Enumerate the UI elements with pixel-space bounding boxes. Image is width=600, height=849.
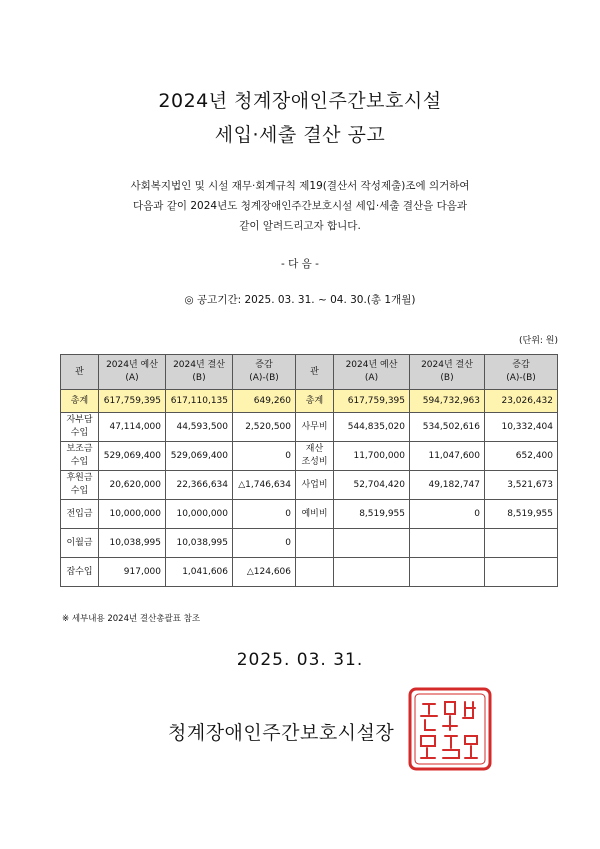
amount-cell: 52,704,420 [334, 471, 410, 500]
category-cell: 사무비 [296, 413, 334, 442]
amount-cell: 10,038,995 [99, 529, 166, 558]
header-gwan: 관 [61, 355, 99, 390]
amount-cell: 529,069,400 [99, 442, 166, 471]
amount-cell [410, 558, 485, 587]
header-diff: 증감 (A)-(B) [485, 355, 558, 390]
category-cell: 전입금 [61, 500, 99, 529]
amount-cell: 8,519,955 [334, 500, 410, 529]
amount-cell [334, 558, 410, 587]
category-cell: 이월금 [61, 529, 99, 558]
category-cell: 후원금 수입 [61, 471, 99, 500]
intro-line: 사회복지법인 및 시설 재무·회계규칙 제19(결산서 작성제출)조에 의거하여 [130, 180, 470, 192]
amount-cell [410, 529, 485, 558]
amount-cell [485, 529, 558, 558]
amount-cell: 652,400 [485, 442, 558, 471]
amount-cell: 10,332,404 [485, 413, 558, 442]
amount-cell: 617,759,395 [334, 390, 410, 413]
amount-cell: 44,593,500 [166, 413, 233, 442]
amount-cell: 534,502,616 [410, 413, 485, 442]
amount-cell: 649,260 [233, 390, 296, 413]
amount-cell: 617,759,395 [99, 390, 166, 413]
category-cell: 재산 조성비 [296, 442, 334, 471]
table-row [61, 500, 558, 529]
amount-cell: 49,182,747 [410, 471, 485, 500]
table-header-row [61, 355, 558, 390]
amount-cell: 11,047,600 [410, 442, 485, 471]
amount-cell: 8,519,955 [485, 500, 558, 529]
amount-cell: 544,835,020 [334, 413, 410, 442]
unit-label: (단위: 원) [519, 336, 558, 346]
table-row [61, 558, 558, 587]
category-cell: 잡수입 [61, 558, 99, 587]
announcement-date: 2025. 03. 31. [236, 650, 364, 670]
header-gwan: 관 [296, 355, 334, 390]
amount-cell: 47,114,000 [99, 413, 166, 442]
amount-cell: 20,620,000 [99, 471, 166, 500]
amount-cell: 0 [233, 529, 296, 558]
amount-cell: 0 [410, 500, 485, 529]
amount-cell: 529,069,400 [166, 442, 233, 471]
amount-cell: 0 [233, 500, 296, 529]
amount-cell: △124,606 [233, 558, 296, 587]
amount-cell: 1,041,606 [166, 558, 233, 587]
dagum-heading: - 다 음 - [281, 258, 319, 270]
amount-cell: 0 [233, 442, 296, 471]
amount-cell: 594,732,963 [410, 390, 485, 413]
table-row [61, 413, 558, 442]
amount-cell: 2,520,500 [233, 413, 296, 442]
category-cell: 총계 [296, 390, 334, 413]
category-cell: 총계 [61, 390, 99, 413]
category-cell [296, 529, 334, 558]
notice-period: ◎ 공고기간: 2025. 03. 31. ~ 04. 30.(총 1개월) [184, 294, 416, 306]
amount-cell: 10,000,000 [166, 500, 233, 529]
amount-cell: 3,521,673 [485, 471, 558, 500]
amount-cell: 917,000 [99, 558, 166, 587]
category-cell: 보조금 수입 [61, 442, 99, 471]
amount-cell: 23,026,432 [485, 390, 558, 413]
amount-cell [334, 529, 410, 558]
total-row [61, 390, 558, 413]
intro-line: 다음과 같이 2024년도 청계장애인주간보호시설 세입·세출 결산을 다음과 [132, 200, 468, 212]
category-cell: 사업비 [296, 471, 334, 500]
official-seal-icon [407, 686, 493, 772]
settlement-table [60, 354, 558, 587]
amount-cell: 11,700,000 [334, 442, 410, 471]
amount-cell: 22,366,634 [166, 471, 233, 500]
table-row [61, 471, 558, 500]
header-settlement: 2024년 결산 (B) [166, 355, 233, 390]
header-budget: 2024년 예산 (A) [99, 355, 166, 390]
title-line-1: 2024년 청계장애인주간보호시설 [158, 90, 442, 112]
amount-cell: △1,746,634 [233, 471, 296, 500]
amount-cell: 10,000,000 [99, 500, 166, 529]
amount-cell: 10,038,995 [166, 529, 233, 558]
intro-paragraph [60, 176, 540, 236]
footnote: ※ 세부내용 2024년 결산총괄표 참조 [62, 614, 201, 624]
amount-cell [485, 558, 558, 587]
header-settlement: 2024년 결산 (B) [410, 355, 485, 390]
intro-line: 같이 알려드리고자 합니다. [239, 220, 361, 232]
header-budget: 2024년 예산 (A) [334, 355, 410, 390]
category-cell [296, 558, 334, 587]
table-row [61, 442, 558, 471]
header-diff: 증감 (A)-(B) [233, 355, 296, 390]
title-line-2: 세입·세출 결산 공고 [214, 124, 386, 146]
signer-name: 청계장애인주간보호시설장 [168, 722, 395, 744]
amount-cell: 617,110,135 [166, 390, 233, 413]
table-row [61, 529, 558, 558]
category-cell: 자부담 수입 [61, 413, 99, 442]
category-cell: 예비비 [296, 500, 334, 529]
